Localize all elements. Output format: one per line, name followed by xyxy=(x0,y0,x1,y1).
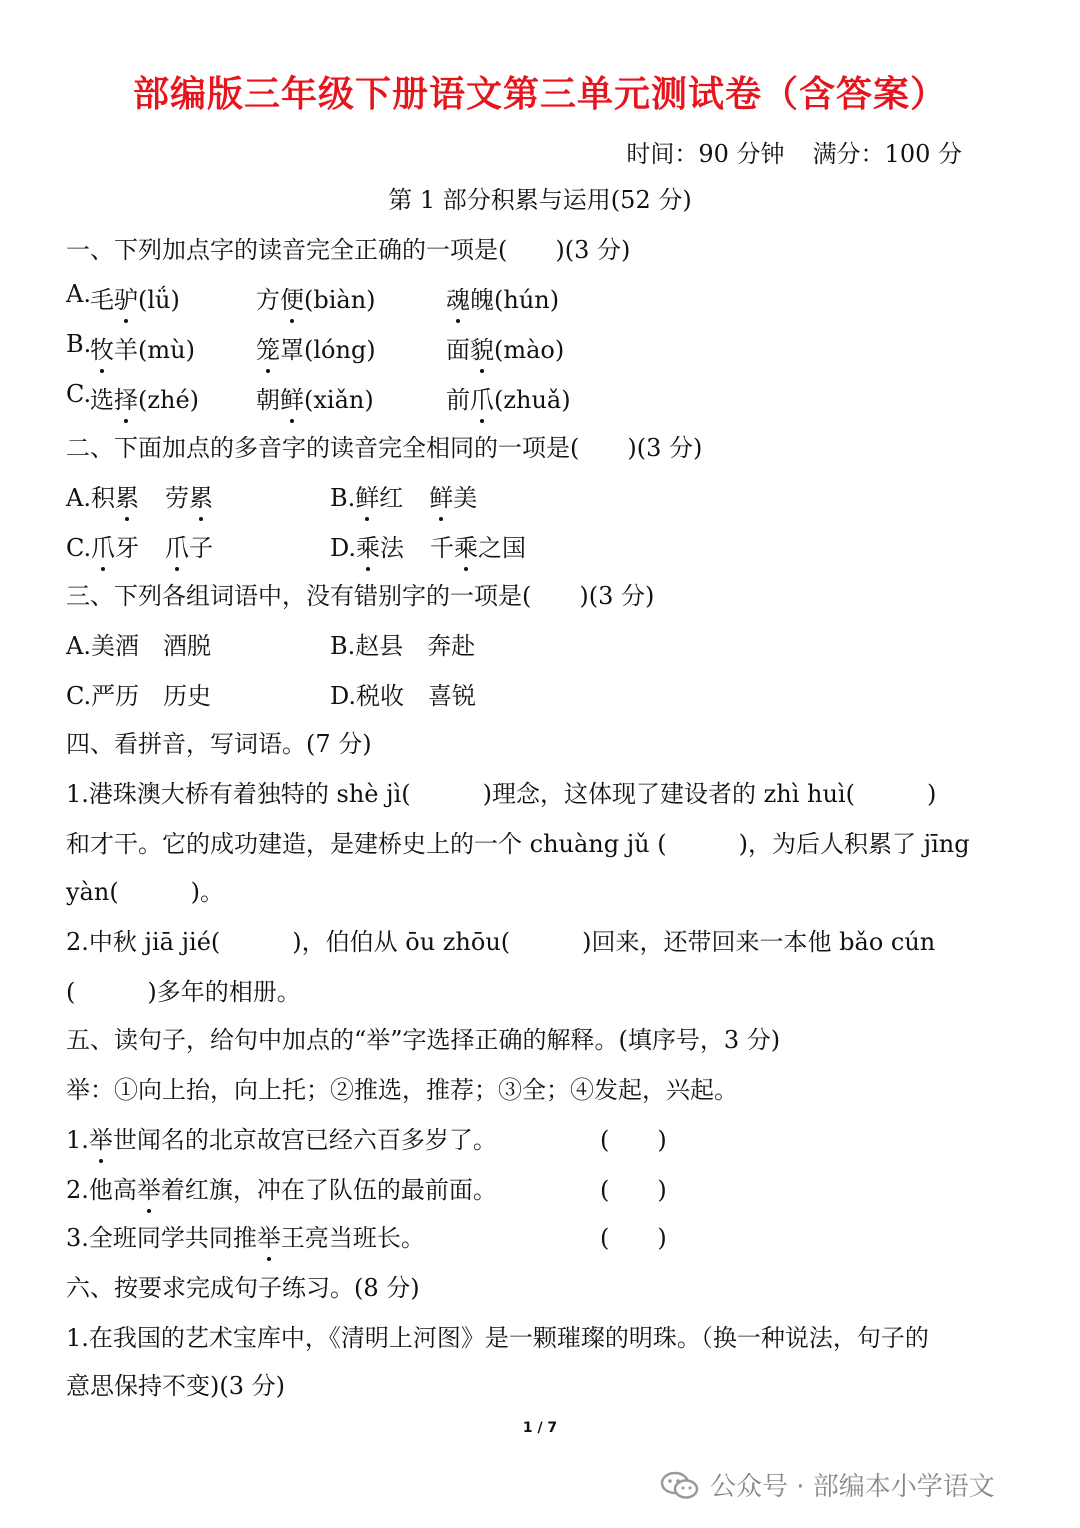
dotted-char: 乘 xyxy=(356,528,380,563)
time-limit: 时间：90 分钟 xyxy=(626,140,785,168)
dotted-char: 乘 xyxy=(454,528,478,563)
dotted-char: 爪 xyxy=(470,380,494,415)
word xyxy=(90,330,195,365)
dotted-char: 笼 xyxy=(256,330,280,365)
dotted-char: 魂 xyxy=(446,280,470,315)
q2-option-b xyxy=(330,478,477,513)
dotted-char: 举 xyxy=(89,1120,113,1155)
word xyxy=(256,280,376,315)
pinyin: (xiǎn) xyxy=(304,386,374,414)
q1-stem: 一、下列加点字的读音完全正确的一项是( )(3 分) xyxy=(66,236,631,264)
q5-sentence xyxy=(66,1120,497,1155)
word xyxy=(90,280,180,315)
dotted-char: 爪 xyxy=(165,528,189,563)
text: 世闻名的北京故宫已经六百多岁了。 xyxy=(112,1126,497,1154)
char: 面 xyxy=(446,336,470,364)
option-label: B. xyxy=(330,484,356,512)
dotted-char: 爪 xyxy=(91,528,115,563)
char: 朝 xyxy=(256,386,280,414)
full-score: 满分：100 分 xyxy=(812,140,962,168)
q6-line: 1.在我国的艺术宝库中，《清明上河图》是一颗璀璨的明珠。（换一种说法，句子的 xyxy=(66,1324,929,1352)
char: 法 xyxy=(380,534,405,562)
q6-stem: 六、按要求完成句子练习。(8 分) xyxy=(66,1274,420,1302)
wechat-icon xyxy=(660,1470,700,1500)
option-label: A. xyxy=(66,280,91,308)
q3-option-d: D.税收 喜锐 xyxy=(330,682,477,710)
dotted-char: 累 xyxy=(189,478,213,513)
pinyin: (zhuǎ) xyxy=(494,386,571,414)
char: 美 xyxy=(453,484,478,512)
dotted-char: 驴 xyxy=(114,280,138,315)
dotted-char: 鲜 xyxy=(280,380,304,415)
page-number: 1 / 7 xyxy=(522,1420,558,1436)
q5-sentence xyxy=(66,1170,497,1205)
q4-line: ( )多年的相册。 xyxy=(66,978,301,1006)
q4-line: 2.中秋 jiā jié( )，伯伯从 ōu zhōu( )回来，还带回来一本他 bǎo cún xyxy=(66,928,936,956)
dotted-char: 择 xyxy=(114,380,138,415)
dotted-char: 便 xyxy=(280,280,304,315)
q4-line: 和才干。它的成功建造，是建桥史上的一个 chuàng jǔ ( )，为后人积累了 jīng xyxy=(66,830,970,858)
char: 劳 xyxy=(164,484,189,512)
q4-line: 1.港珠澳大桥有着独特的 shè jì( )理念，这体现了建设者的 zhì huì( ) xyxy=(66,780,937,808)
char: 子 xyxy=(189,534,214,562)
option-label: D. xyxy=(330,534,357,562)
option-label: A. xyxy=(66,484,91,512)
q5-sentence xyxy=(66,1218,425,1253)
dotted-char: 牧 xyxy=(90,330,114,365)
char: 方 xyxy=(256,286,280,314)
text: 3.全班同学共同推 xyxy=(66,1224,257,1252)
dotted-char: 累 xyxy=(115,478,139,513)
pinyin: (biàn) xyxy=(304,286,376,314)
q5-definitions: 举：①向上抬，向上托；②推选，推荐；③全；④发起，兴起。 xyxy=(66,1076,738,1104)
option-label: B. xyxy=(66,330,92,358)
pinyin: (mù) xyxy=(138,336,195,364)
option-label: C. xyxy=(66,534,92,562)
q6-line: 意思保持不变)(3 分) xyxy=(66,1372,285,1400)
q3-option-a: A.美酒 酒脱 xyxy=(66,632,211,660)
option-label: C. xyxy=(66,380,92,408)
text: 着红旗，冲在了队伍的最前面。 xyxy=(160,1176,497,1204)
dotted-char: 鲜 xyxy=(429,478,453,513)
watermark-text: 公众号 · 部编本小学语文 xyxy=(710,1472,995,1502)
q2-stem: 二、下面加点的多音字的读音完全相同的一项是( )(3 分) xyxy=(66,434,703,462)
char: 罩 xyxy=(280,336,304,364)
dotted-char: 举 xyxy=(257,1218,281,1253)
pinyin: (zhé) xyxy=(138,386,200,414)
q2-option-c xyxy=(66,528,213,563)
answer-paren[interactable]: ( ) xyxy=(600,1176,667,1204)
q3-option-c: C.严历 历史 xyxy=(66,682,212,710)
text: 2.他高 xyxy=(66,1176,137,1204)
char: 选 xyxy=(90,386,114,414)
text: 王亮当班长。 xyxy=(280,1224,425,1252)
dotted-char: 鲜 xyxy=(355,478,379,513)
char: 积 xyxy=(90,484,115,512)
word xyxy=(446,380,571,415)
dotted-char: 貌 xyxy=(470,330,494,365)
pinyin: (mào) xyxy=(494,336,565,364)
pinyin: (lóng) xyxy=(304,336,376,364)
char: 魄 xyxy=(470,286,494,314)
char: 之国 xyxy=(478,534,527,562)
word xyxy=(256,330,376,365)
dotted-char: 举 xyxy=(137,1170,161,1205)
char: 牙 xyxy=(115,534,140,562)
text: 1. xyxy=(66,1126,89,1154)
part-heading: 第 1 部分积累与运用(52 分) xyxy=(388,186,692,214)
word xyxy=(446,280,559,315)
word xyxy=(256,380,374,415)
word xyxy=(446,330,564,365)
char: 羊 xyxy=(114,336,138,364)
q5-stem: 五、读句子，给句中加点的“举”字选择正确的解释。(填序号，3 分) xyxy=(66,1026,781,1054)
watermark xyxy=(660,1466,995,1503)
char: 红 xyxy=(379,484,404,512)
word xyxy=(90,380,199,415)
exam-title: 部编版三年级下册语文第三单元测试卷（含答案） xyxy=(132,74,947,115)
q2-option-a xyxy=(66,478,213,513)
q3-stem: 三、下列各组词语中，没有错别字的一项是( )(3 分) xyxy=(66,582,655,610)
q3-option-b: B.赵县 奔赴 xyxy=(330,632,476,660)
pinyin: (lǘ) xyxy=(138,286,180,314)
exam-meta xyxy=(626,134,962,169)
char: 前 xyxy=(446,386,470,414)
pinyin: (hún) xyxy=(494,286,560,314)
answer-paren[interactable]: ( ) xyxy=(600,1224,667,1252)
char: 千 xyxy=(430,534,455,562)
char: 毛 xyxy=(90,286,114,314)
q2-option-d xyxy=(330,528,526,563)
q4-line: yàn( )。 xyxy=(66,878,225,906)
q4-stem: 四、看拼音，写词语。(7 分) xyxy=(66,730,372,758)
answer-paren[interactable]: ( ) xyxy=(600,1126,667,1154)
